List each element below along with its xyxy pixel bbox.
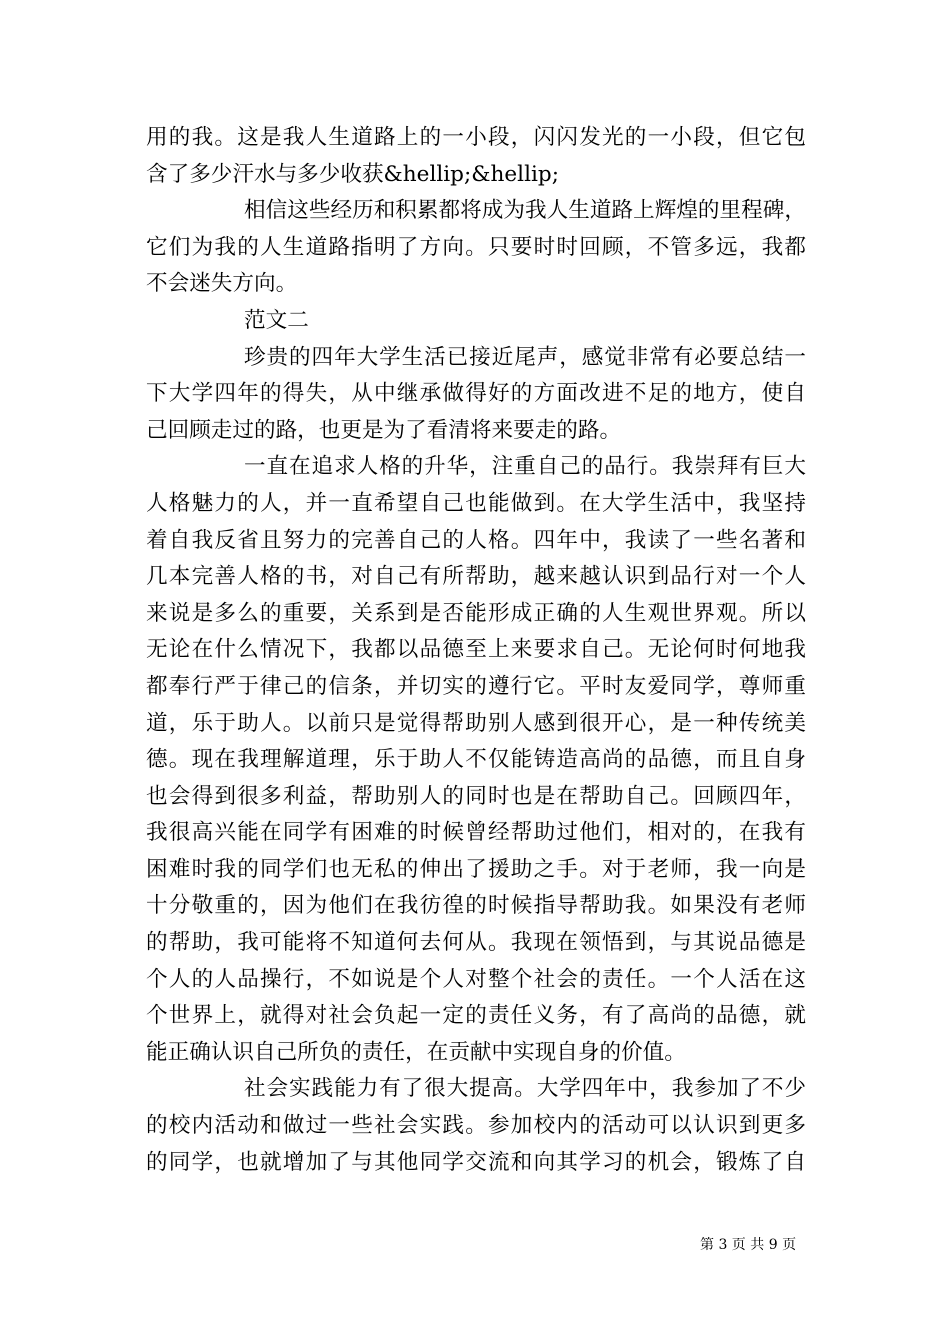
text-line: 相信这些经历和积累都将成为我人生道路上辉煌的里程碑， — [244, 198, 806, 224]
text-line: 来说是多么的重要，关系到是否能形成正确的人生观世界观。所以 — [146, 600, 806, 626]
text-line: 珍贵的四年大学生活已接近尾声，感觉非常有必要总结一 — [244, 344, 806, 370]
text-line: 几本完善人格的书，对自己有所帮助，越来越认识到品行对一个人 — [146, 564, 806, 590]
text-line: 的校内活动和做过一些社会实践。参加校内的活动可以认识到更多 — [146, 1113, 806, 1139]
text-line: 十分敬重的，因为他们在我彷徨的时候指导帮助我。如果没有老师 — [146, 893, 806, 919]
text-line: 个世界上，就得对社会负起一定的责任义务，有了高尚的品德，就 — [146, 1003, 806, 1029]
text-line: 人格魅力的人，并一直希望自己也能做到。在大学生活中，我坚持 — [146, 490, 806, 516]
text-line: 用的我。这是我人生道路上的一小段，闪闪发光的一小段，但它包 — [146, 125, 806, 150]
page-number-footer: 第 3 页 共 9 页 — [700, 1237, 797, 1253]
text-line: 也会得到很多利益，帮助别人的同时也是在帮助自己。回顾四年， — [146, 783, 806, 809]
text-line: 它们为我的人生道路指明了方向。只要时时回顾，不管多远，我都 — [146, 234, 806, 260]
text-line: 社会实践能力有了很大提高。大学四年中，我参加了不少 — [244, 1076, 806, 1102]
text-line: 不会迷失方向。 — [146, 271, 298, 297]
text-line: 道，乐于助人。以前只是觉得帮助别人感到很开心，是一种传统美 — [146, 710, 806, 736]
text-line: 的同学，也就增加了与其他同学交流和向其学习的机会，锻炼了自 — [146, 1149, 806, 1175]
text-line: 无论在什么情况下，我都以品德至上来要求自己。无论何时何地我 — [146, 637, 806, 663]
document-body — [146, 120, 806, 1181]
text-line: 的帮助，我可能将不知道何去何从。我现在领悟到，与其说品德是 — [146, 930, 806, 956]
text-line: 困难时我的同学们也无私的伸出了援助之手。对于老师，我一向是 — [146, 856, 806, 882]
text-line: 一直在追求人格的升华，注重自己的品行。我崇拜有巨大 — [244, 454, 806, 480]
text-line: 着自我反省且努力的完善自己的人格。四年中，我读了一些名著和 — [146, 527, 806, 553]
text-line: 能正确认识自己所负的责任，在贡献中实现自身的价值。 — [146, 1039, 686, 1065]
text-line: 个人的人品操行，不如说是个人对整个社会的责任。一个人活在这 — [146, 966, 806, 992]
text-line: 己回顾走过的路，也更是为了看清将来要走的路。 — [146, 417, 622, 443]
text-line: 范文二 — [244, 307, 309, 333]
text-line: 德。现在我理解道理，乐于助人不仅能铸造高尚的品德，而且自身 — [146, 747, 806, 773]
text-line: 含了多少汗水与多少收获&hellip;&hellip; — [146, 161, 559, 187]
text-line: 下大学四年的得失，从中继承做得好的方面改进不足的地方，使自 — [146, 381, 806, 407]
text-line: 我很高兴能在同学有困难的时候曾经帮助过他们，相对的，在我有 — [146, 820, 806, 846]
text-line: 都奉行严于律己的信条，并切实的遵行它。平时友爱同学，尊师重 — [146, 673, 806, 699]
